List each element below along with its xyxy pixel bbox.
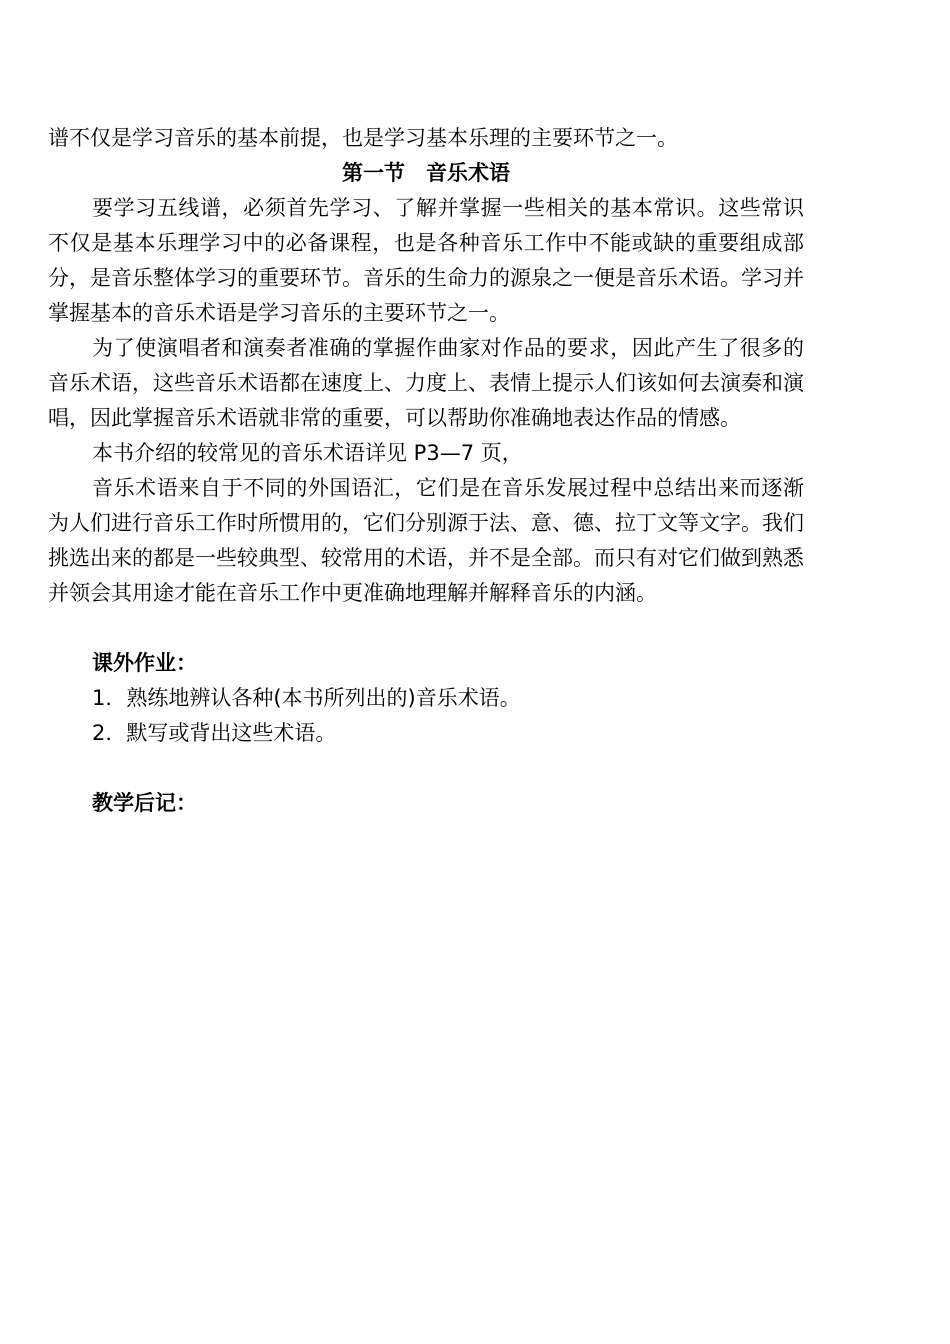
blank-line — [48, 611, 804, 646]
paragraph-purpose: 为了使演唱者和演奏者准确的掌握作曲家对作品的要求，因此产生了很多的音乐术语，这些音乐术语都在速度上、力度上、表情上提示人们该如何去演奏和演唱，因此掌握音乐术语就非常的重要，可以帮助你准确地表达作品的情感。 — [48, 336, 804, 430]
paragraph-intro: 要学习五线谱，必须首先学习、了解并掌握一些相关的基本常识。这些常识不仅是基本乐理学习中的必备课程，也是各种音乐工作中不能或缺的重要组成部分，是音乐整体学习的重要环节。音乐的生命力的源泉之一便是音乐术语。学习并掌握基本的音乐术语是学习音乐的主要环节之一。 — [48, 196, 804, 325]
document-body — [48, 121, 804, 821]
paragraph-origin: 音乐术语来自于不同的外国语汇，它们是在音乐发展过程中总结出来而逐渐为人们进行音乐工作时所惯用的，它们分别源于法、意、德、拉丁文等文字。我们挑选出来的都是一些较典型、较常用的术语，并不是全部。而只有对它们做到熟悉并领会其用途才能在音乐工作中更准确地理解并解释音乐的内涵。 — [48, 476, 804, 605]
homework-item: 1．熟练地辨认各种(本书所列出的)音乐术语。 — [92, 686, 521, 710]
paragraph-reference: 本书介绍的较常见的音乐术语详见 P3—7 页， — [92, 441, 523, 465]
continuation-paragraph: 谱不仅是学习音乐的基本前提，也是学习基本乐理的主要环节之一。 — [48, 126, 678, 150]
homework-item: 2．默写或背出这些术语。 — [92, 721, 337, 745]
blank-line — [48, 751, 804, 786]
teaching-notes-title: 教学后记： — [92, 791, 197, 815]
homework-title: 课外作业： — [92, 651, 197, 675]
section-title: 第一节 音乐术语 — [342, 161, 510, 185]
